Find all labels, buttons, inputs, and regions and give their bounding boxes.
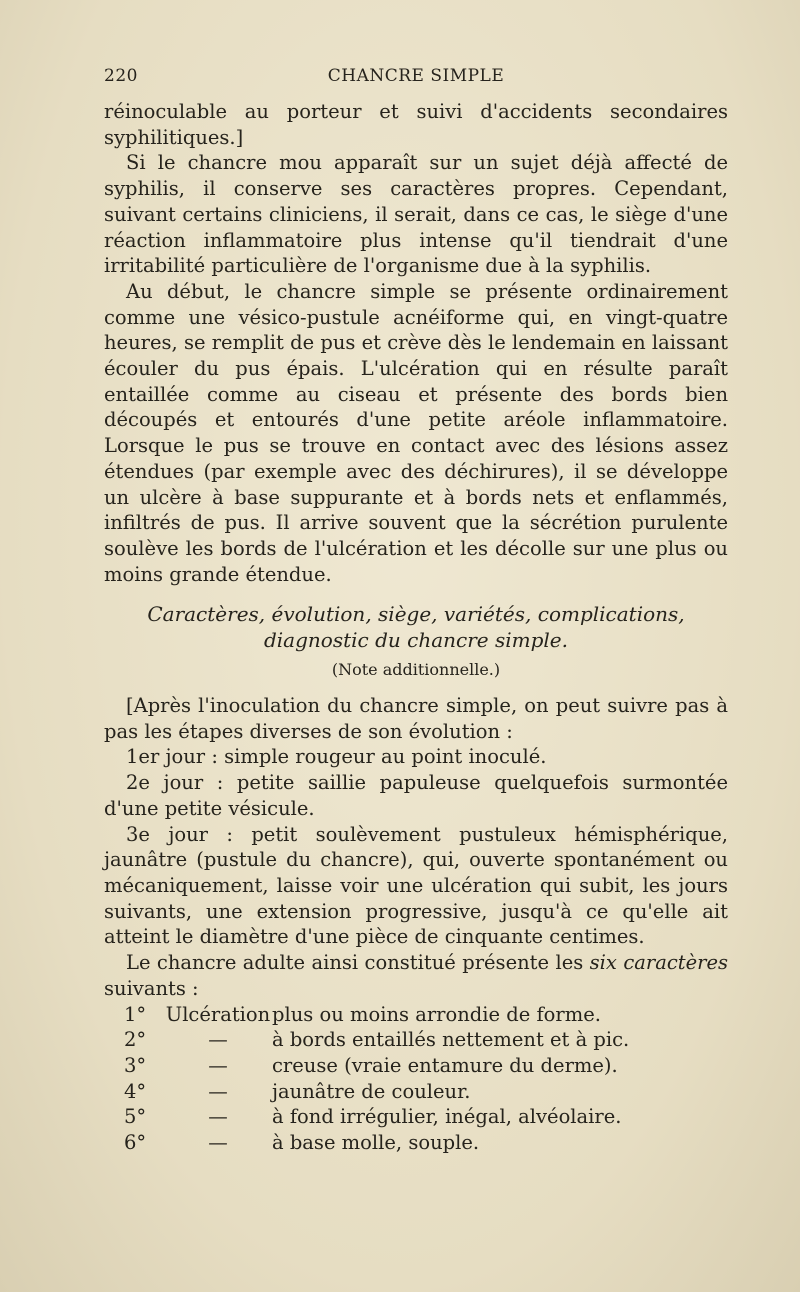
- item-number: 3°: [124, 1053, 147, 1077]
- item-text: creuse (vraie entamure du derme).: [272, 1053, 618, 1077]
- paragraph: 3e jour : petit soulèvement pustuleux hémisphérique, jaunâtre (pustule du chancre), qui, ouverte spontanément ou mécaniquement, laisse voir une ulcération qui subit, les jours suivants, une extension progressive, jusqu'à ce qu'elle ait atteint le diamètre d'une pièce de cinquante centimes.: [104, 822, 728, 949]
- item-text: à bords entaillés nettement et à pic.: [272, 1028, 630, 1052]
- item-number: 5°: [124, 1105, 147, 1129]
- item-text: à base molle, souple.: [272, 1130, 480, 1154]
- intro-text: suivants :: [104, 976, 199, 1000]
- paragraph: 1er jour : simple rougeur au point inoculé.: [126, 745, 547, 769]
- paragraph: [Après l'inoculation du chancre simple, on peut suivre pas à pas les étapes diverses de son évolution :: [104, 694, 728, 743]
- six-characters-intro: [104, 950, 728, 1001]
- item-dash: Ulcération: [165, 1002, 271, 1026]
- section-note: (Note additionnelle.): [331, 660, 501, 680]
- list-item: [104, 1130, 728, 1156]
- list-item: [104, 1104, 728, 1130]
- list-item: [104, 1053, 728, 1079]
- section-heading-line: Caractères, évolution, siège, variétés, complications,: [147, 602, 685, 627]
- paragraph: Si le chancre mou apparaît sur un sujet déjà affecté de syphilis, il conserve ses caractères propres. Cependant, suivant certains cliniciens, il serait, dans ce cas, le siège d'une réaction inflammatoire plus intense qu'il tiendrait d'une irritabilité particulière de l'organisme due à la syphilis.: [104, 151, 728, 278]
- intro-italic: six caractères: [589, 951, 728, 975]
- body-text: [104, 99, 728, 1156]
- item-text: à fond irrégulier, inégal, alvéolaire.: [272, 1105, 622, 1129]
- section-heading-line: diagnostic du chancre simple.: [263, 628, 568, 653]
- section-heading: [104, 601, 728, 653]
- item-text: jaunâtre de couleur.: [272, 1079, 471, 1103]
- item-dash: —: [208, 1130, 228, 1154]
- item-number: 6°: [124, 1130, 147, 1154]
- paragraph: 2e jour : petite saillie papuleuse quelquefois surmontée d'une petite vésicule.: [104, 771, 728, 820]
- item-dash: —: [208, 1105, 228, 1129]
- intro-text: Le chancre adulte ainsi constitué présente les: [126, 951, 584, 975]
- item-number: 1°: [124, 1002, 147, 1026]
- running-title: CHANCRE SIMPLE: [327, 66, 505, 86]
- characters-list: [104, 1002, 728, 1156]
- page-header: [104, 66, 728, 90]
- item-dash: —: [208, 1053, 228, 1077]
- paragraph: Au début, le chancre simple se présente ordinairement comme une vésico-pustule acnéiforme qui, en vingt-quatre heures, se remplit de pus et crève dès le lendemain en laissant écouler du pus épais. L'ulcération qui en résulte paraît entaillée comme au ciseau et présente des bords bien découpés et entourés d'une petite aréole inflammatoire. Lorsque le pus se trouve en contact avec des lésions assez étendues (par exemple avec des déchirures), il se développe un ulcère à base suppurante et à bords nets et enflammés, infiltrés de pus. Il arrive souvent que la sécrétion purulente soulève les bords de l'ulcération et les décolle sur une plus ou moins grande étendue.: [104, 279, 728, 586]
- item-dash: —: [208, 1079, 228, 1103]
- list-item: [104, 1027, 728, 1053]
- item-number: 4°: [124, 1079, 147, 1103]
- item-text: plus ou moins arrondie de forme.: [272, 1002, 601, 1026]
- item-number: 2°: [124, 1028, 147, 1052]
- page-number: 220: [104, 66, 138, 86]
- list-item: [104, 1002, 728, 1028]
- paragraph: réinoculable au porteur et suivi d'accidents secondaires syphilitiques.]: [104, 100, 728, 149]
- item-dash: —: [208, 1028, 228, 1052]
- list-item: [104, 1079, 728, 1105]
